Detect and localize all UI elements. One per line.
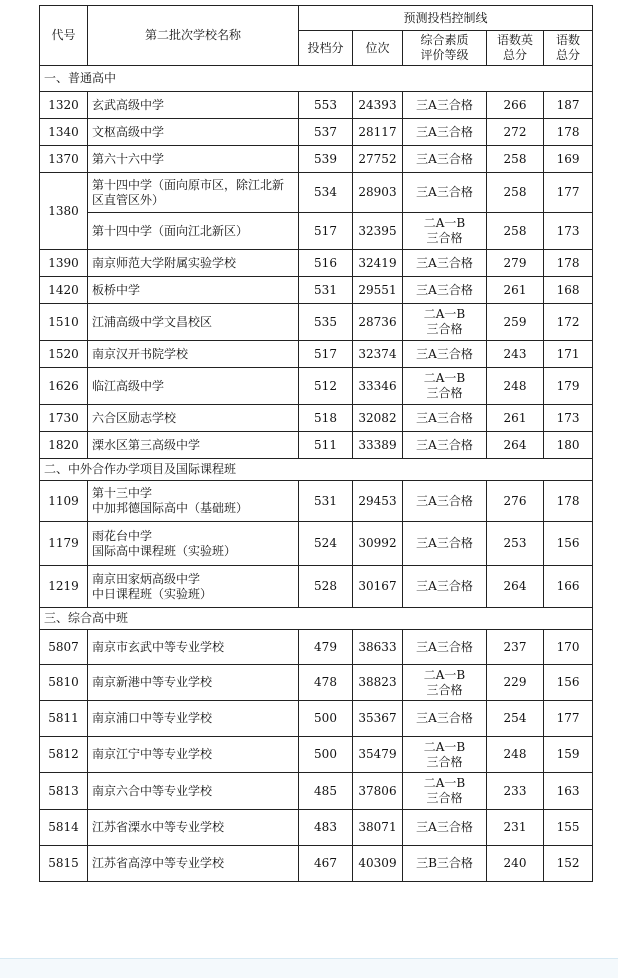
chinese-math-english-total: 261	[487, 277, 544, 304]
school-name: 第六十六中学	[88, 146, 299, 173]
chinese-math-english-total: 254	[487, 701, 544, 737]
rank-position: 32374	[353, 341, 403, 368]
chinese-math-total: 177	[544, 173, 593, 213]
table-row	[40, 146, 593, 173]
chinese-math-total: 179	[544, 368, 593, 405]
chinese-math-total: 187	[544, 92, 593, 119]
chinese-math-english-total: 276	[487, 481, 544, 522]
section-header-row	[40, 459, 593, 481]
chinese-math-total: 178	[544, 119, 593, 146]
rank-position: 33389	[353, 432, 403, 459]
quality-grade: 三A三合格	[403, 810, 487, 846]
school-name: 江浦高级中学文昌校区	[88, 304, 299, 341]
admission-score: 512	[299, 368, 353, 405]
quality-grade: 三A三合格	[403, 173, 487, 213]
quality-grade: 三A三合格	[403, 481, 487, 522]
admission-score: 500	[299, 737, 353, 773]
chinese-math-total: 155	[544, 810, 593, 846]
school-name: 玄武高级中学	[88, 92, 299, 119]
chinese-math-total: 168	[544, 277, 593, 304]
rank-position: 28117	[353, 119, 403, 146]
school-code: 1520	[40, 341, 88, 368]
table-row	[40, 773, 593, 810]
chinese-math-english-total: 261	[487, 405, 544, 432]
chinese-math-english-total: 233	[487, 773, 544, 810]
quality-grade: 二A一B 三合格	[403, 213, 487, 250]
header-rank: 位次	[353, 31, 403, 66]
admission-score: 478	[299, 665, 353, 701]
rank-position: 40309	[353, 846, 403, 882]
section-title: 一、普通高中	[40, 66, 593, 92]
chinese-math-english-total: 259	[487, 304, 544, 341]
chinese-math-total: 169	[544, 146, 593, 173]
school-name: 雨花台中学 国际高中课程班（实验班）	[88, 522, 299, 566]
admission-score: 517	[299, 213, 353, 250]
school-name: 文枢高级中学	[88, 119, 299, 146]
school-name: 南京师范大学附属实验学校	[88, 250, 299, 277]
school-code: 1730	[40, 405, 88, 432]
school-name: 南京六合中等专业学校	[88, 773, 299, 810]
table-row	[40, 846, 593, 882]
admission-score: 528	[299, 566, 353, 608]
table-row	[40, 213, 593, 250]
school-name: 江苏省高淳中等专业学校	[88, 846, 299, 882]
quality-grade: 三A三合格	[403, 92, 487, 119]
quality-grade: 三A三合格	[403, 701, 487, 737]
quality-grade: 二A一B 三合格	[403, 665, 487, 701]
table-row	[40, 810, 593, 846]
chinese-math-total: 152	[544, 846, 593, 882]
school-code: 5812	[40, 737, 88, 773]
admission-score-table	[39, 5, 593, 882]
rank-position: 35479	[353, 737, 403, 773]
table-row	[40, 405, 593, 432]
table-row	[40, 173, 593, 213]
section-title: 三、综合高中班	[40, 608, 593, 630]
quality-grade: 二A一B 三合格	[403, 304, 487, 341]
section-header-row	[40, 66, 593, 92]
school-code: 1510	[40, 304, 88, 341]
chinese-math-total: 172	[544, 304, 593, 341]
chinese-math-total: 178	[544, 481, 593, 522]
chinese-math-english-total: 272	[487, 119, 544, 146]
header-cme: 语数英 总分	[487, 31, 544, 66]
school-code: 1179	[40, 522, 88, 566]
chinese-math-english-total: 279	[487, 250, 544, 277]
admission-score: 518	[299, 405, 353, 432]
school-name: 板桥中学	[88, 277, 299, 304]
header-row-1	[40, 6, 593, 31]
rank-position: 28736	[353, 304, 403, 341]
chinese-math-total: 156	[544, 522, 593, 566]
chinese-math-total: 156	[544, 665, 593, 701]
chinese-math-english-total: 243	[487, 341, 544, 368]
quality-grade: 三A三合格	[403, 630, 487, 665]
school-code: 1340	[40, 119, 88, 146]
rank-position: 32082	[353, 405, 403, 432]
quality-grade: 三A三合格	[403, 250, 487, 277]
chinese-math-english-total: 240	[487, 846, 544, 882]
table-row	[40, 368, 593, 405]
admission-score: 485	[299, 773, 353, 810]
school-code: 5814	[40, 810, 88, 846]
school-code: 5815	[40, 846, 88, 882]
table-row	[40, 481, 593, 522]
admission-score: 534	[299, 173, 353, 213]
admission-score: 531	[299, 481, 353, 522]
rank-position: 24393	[353, 92, 403, 119]
school-name: 南京浦口中等专业学校	[88, 701, 299, 737]
rank-position: 27752	[353, 146, 403, 173]
school-name: 江苏省溧水中等专业学校	[88, 810, 299, 846]
chinese-math-total: 171	[544, 341, 593, 368]
quality-grade: 三A三合格	[403, 277, 487, 304]
school-code: 1626	[40, 368, 88, 405]
table-row	[40, 522, 593, 566]
header-quality: 综合素质 评价等级	[403, 31, 487, 66]
header-code: 代号	[40, 6, 88, 66]
school-code: 1420	[40, 277, 88, 304]
table-row	[40, 250, 593, 277]
chinese-math-english-total: 258	[487, 146, 544, 173]
chinese-math-english-total: 264	[487, 432, 544, 459]
rank-position: 38823	[353, 665, 403, 701]
school-code: 1370	[40, 146, 88, 173]
school-code: 1109	[40, 481, 88, 522]
chinese-math-total: 163	[544, 773, 593, 810]
table-row	[40, 432, 593, 459]
chinese-math-total: 178	[544, 250, 593, 277]
quality-grade: 三B三合格	[403, 846, 487, 882]
quality-grade: 二A一B 三合格	[403, 737, 487, 773]
rank-position: 29551	[353, 277, 403, 304]
quality-grade: 三A三合格	[403, 119, 487, 146]
header-group: 预测投档控制线	[299, 6, 593, 31]
table-row	[40, 92, 593, 119]
rank-position: 28903	[353, 173, 403, 213]
admission-score: 516	[299, 250, 353, 277]
rank-position: 30992	[353, 522, 403, 566]
school-code: 5810	[40, 665, 88, 701]
rank-position: 35367	[353, 701, 403, 737]
school-name: 第十四中学（面向江北新区）	[88, 213, 299, 250]
school-name: 溧水区第三高级中学	[88, 432, 299, 459]
table-row	[40, 119, 593, 146]
school-code: 1820	[40, 432, 88, 459]
quality-grade: 三A三合格	[403, 405, 487, 432]
quality-grade: 三A三合格	[403, 146, 487, 173]
quality-grade: 三A三合格	[403, 432, 487, 459]
school-code: 1390	[40, 250, 88, 277]
admission-score: 511	[299, 432, 353, 459]
chinese-math-english-total: 253	[487, 522, 544, 566]
table-row	[40, 701, 593, 737]
chinese-math-english-total: 237	[487, 630, 544, 665]
chinese-math-total: 173	[544, 213, 593, 250]
section-header-row	[40, 608, 593, 630]
table-row	[40, 630, 593, 665]
rank-position: 32395	[353, 213, 403, 250]
rank-position: 38071	[353, 810, 403, 846]
rank-position: 38633	[353, 630, 403, 665]
school-code: 1219	[40, 566, 88, 608]
admission-score: 537	[299, 119, 353, 146]
school-name: 第十三中学 中加邦德国际高中（基础班）	[88, 481, 299, 522]
school-code: 5807	[40, 630, 88, 665]
table-row	[40, 737, 593, 773]
chinese-math-english-total: 248	[487, 737, 544, 773]
chinese-math-english-total: 258	[487, 173, 544, 213]
header-school: 第二批次学校名称	[88, 6, 299, 66]
rank-position: 32419	[353, 250, 403, 277]
table-row	[40, 304, 593, 341]
quality-grade: 三A三合格	[403, 341, 487, 368]
rank-position: 29453	[353, 481, 403, 522]
admission-score: 479	[299, 630, 353, 665]
school-name: 临江高级中学	[88, 368, 299, 405]
chinese-math-total: 177	[544, 701, 593, 737]
school-code: 1380	[40, 173, 88, 250]
school-name: 南京新港中等专业学校	[88, 665, 299, 701]
table-row	[40, 665, 593, 701]
school-code: 1320	[40, 92, 88, 119]
header-score: 投档分	[299, 31, 353, 66]
page-footer-bar	[0, 958, 618, 978]
rank-position: 37806	[353, 773, 403, 810]
rank-position: 30167	[353, 566, 403, 608]
admission-score: 467	[299, 846, 353, 882]
chinese-math-english-total: 231	[487, 810, 544, 846]
table-row	[40, 566, 593, 608]
header-cm: 语数 总分	[544, 31, 593, 66]
chinese-math-english-total: 258	[487, 213, 544, 250]
school-code: 5811	[40, 701, 88, 737]
chinese-math-total: 170	[544, 630, 593, 665]
admission-score: 483	[299, 810, 353, 846]
chinese-math-english-total: 264	[487, 566, 544, 608]
admission-score: 553	[299, 92, 353, 119]
admission-score: 535	[299, 304, 353, 341]
admission-score: 539	[299, 146, 353, 173]
chinese-math-english-total: 266	[487, 92, 544, 119]
quality-grade: 三A三合格	[403, 522, 487, 566]
rank-position: 33346	[353, 368, 403, 405]
admission-score: 524	[299, 522, 353, 566]
table-row	[40, 341, 593, 368]
chinese-math-english-total: 229	[487, 665, 544, 701]
chinese-math-total: 173	[544, 405, 593, 432]
school-name: 第十四中学（面向原市区，除江北新区直管区外）	[88, 173, 299, 213]
school-name: 南京田家炳高级中学 中日课程班（实验班）	[88, 566, 299, 608]
school-name: 六合区励志学校	[88, 405, 299, 432]
admission-score: 531	[299, 277, 353, 304]
chinese-math-english-total: 248	[487, 368, 544, 405]
school-name: 南京江宁中等专业学校	[88, 737, 299, 773]
admission-score: 517	[299, 341, 353, 368]
school-name: 南京汉开书院学校	[88, 341, 299, 368]
quality-grade: 三A三合格	[403, 566, 487, 608]
table-row	[40, 277, 593, 304]
chinese-math-total: 159	[544, 737, 593, 773]
section-title: 二、中外合作办学项目及国际课程班	[40, 459, 593, 481]
chinese-math-total: 166	[544, 566, 593, 608]
school-name: 南京市玄武中等专业学校	[88, 630, 299, 665]
admission-score: 500	[299, 701, 353, 737]
school-code: 5813	[40, 773, 88, 810]
quality-grade: 二A一B 三合格	[403, 773, 487, 810]
chinese-math-total: 180	[544, 432, 593, 459]
quality-grade: 二A一B 三合格	[403, 368, 487, 405]
